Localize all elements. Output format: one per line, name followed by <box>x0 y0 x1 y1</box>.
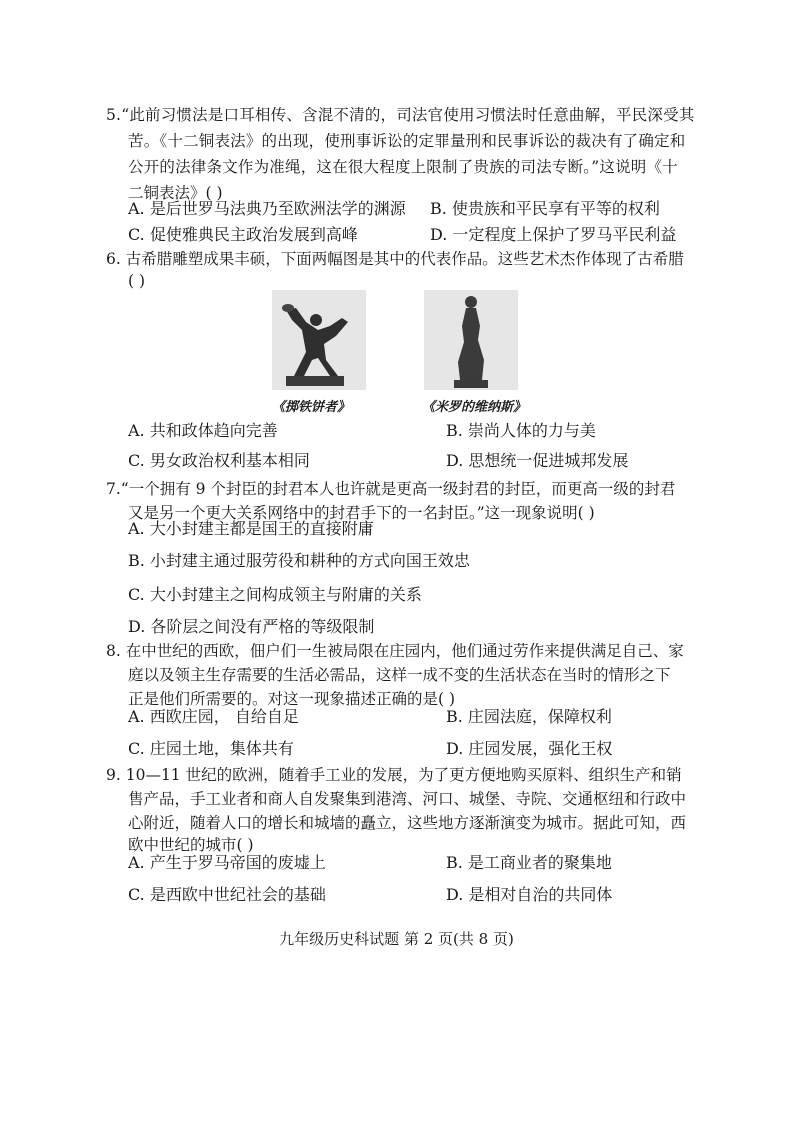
q5-line-1: 5.“此前习惯法是口耳相传、含混不清的，司法官使用习惯法时任意曲解，平民深受其 <box>106 106 695 124</box>
q6-line-2: ( ) <box>128 272 146 290</box>
q7-line-1: 7.“一个拥有 9 个封臣的封君本人也许就是更高一级封君的封臣，而更高一级的封君 <box>106 480 676 498</box>
q5-line-3: 公开的法律条文作为准绳，这在很大程度上限制了贵族的司法专断。”这说明《十 <box>128 158 678 176</box>
q8-option-d: D. 庄园发展，强化王权 <box>446 739 613 758</box>
q5-line-4: 二铜表法》( ) <box>128 184 223 202</box>
q5-option-d: D. 一定程度上保护了罗马平民利益 <box>430 225 677 244</box>
q9-option-d: D. 是相对自治的共同体 <box>446 885 613 904</box>
q8-line-2: 庭以及领主生存需要的生活必需品，这样一成不变的生活状态在当时的情形之下 <box>128 666 671 684</box>
q6-option-d: D. 思想统一促进城邦发展 <box>446 451 629 470</box>
venus-caption: 《米罗的维纳斯》 <box>422 400 527 415</box>
q7-option-b: B. 小封建主通过服劳役和耕种的方式向国王效忠 <box>128 551 470 570</box>
q5-option-b: B. 使贵族和平民享有平等的权利 <box>430 199 660 218</box>
discobolus-caption: 《掷铁饼者》 <box>272 400 351 415</box>
q8-option-b: B. 庄园法庭，保障权利 <box>446 707 612 726</box>
q8-option-c: C. 庄园土地，集体共有 <box>128 739 294 758</box>
q8-line-3: 正是他们所需要的。对这一现象描述正确的是( ) <box>128 690 456 708</box>
page-footer: 九年级历史科试题 第 2 页(共 8 页) <box>279 930 514 948</box>
q9-line-2: 售产品，手工业者和商人自发聚集到港湾、河口、城堡、寺院、交通枢纽和行政中 <box>128 790 687 808</box>
venus-de-milo-image <box>424 290 518 390</box>
discobolus-image <box>272 290 366 390</box>
q5-option-a: A. 是后世罗马法典乃至欧洲法学的渊源 <box>128 199 406 218</box>
q9-option-a: A. 产生于罗马帝国的废墟上 <box>128 853 326 872</box>
q6-option-a: A. 共和政体趋向完善 <box>128 421 278 440</box>
q9-line-1: 9. 10—11 世纪的欧洲，随着手工业的发展，为了更方便地购买原料、组织生产和销 <box>106 766 682 784</box>
q8-line-1: 8. 在中世纪的西欧，佃户们一生被局限在庄园内，他们通过劳作来提供满足自己、家 <box>106 642 684 660</box>
q9-option-c: C. 是西欧中世纪社会的基础 <box>128 885 326 904</box>
q7-line-2: 又是另一个更大关系网络中的封君手下的一名封臣。”这一现象说明( ) <box>128 504 595 522</box>
q9-line-3: 心附近，随着人口的增长和城墙的矗立，这些地方逐渐演变为城市。据此可知，西 <box>128 814 687 832</box>
q5-option-c: C. 促使雅典民主政治发展到高峰 <box>128 225 358 244</box>
q6-option-c: C. 男女政治权利基本相同 <box>128 451 310 470</box>
q7-option-c: C. 大小封建主之间构成领主与附庸的关系 <box>128 585 422 604</box>
q7-option-d: D. 各阶层之间没有严格的等级限制 <box>128 617 375 636</box>
q8-option-a: A. 西欧庄园， 自给自足 <box>128 707 299 726</box>
q9-option-b: B. 是工商业者的聚集地 <box>446 853 612 872</box>
q6-option-b: B. 崇尚人体的力与美 <box>446 421 596 440</box>
q9-line-4: 欧中世纪的城市( ) <box>128 836 254 854</box>
sculpture-figure <box>272 290 527 418</box>
q5-line-2: 苦。《十二铜表法》的出现，使刑事诉讼的定罪量刑和民事诉讼的裁决有了确定和 <box>128 132 686 150</box>
q6-line-1: 6. 古希腊雕塑成果丰硕，下面两幅图是其中的代表作品。这些艺术杰作体现了古希腊 <box>106 250 684 268</box>
q7-option-a: A. 大小封建主都是国王的直接附庸 <box>128 519 374 538</box>
